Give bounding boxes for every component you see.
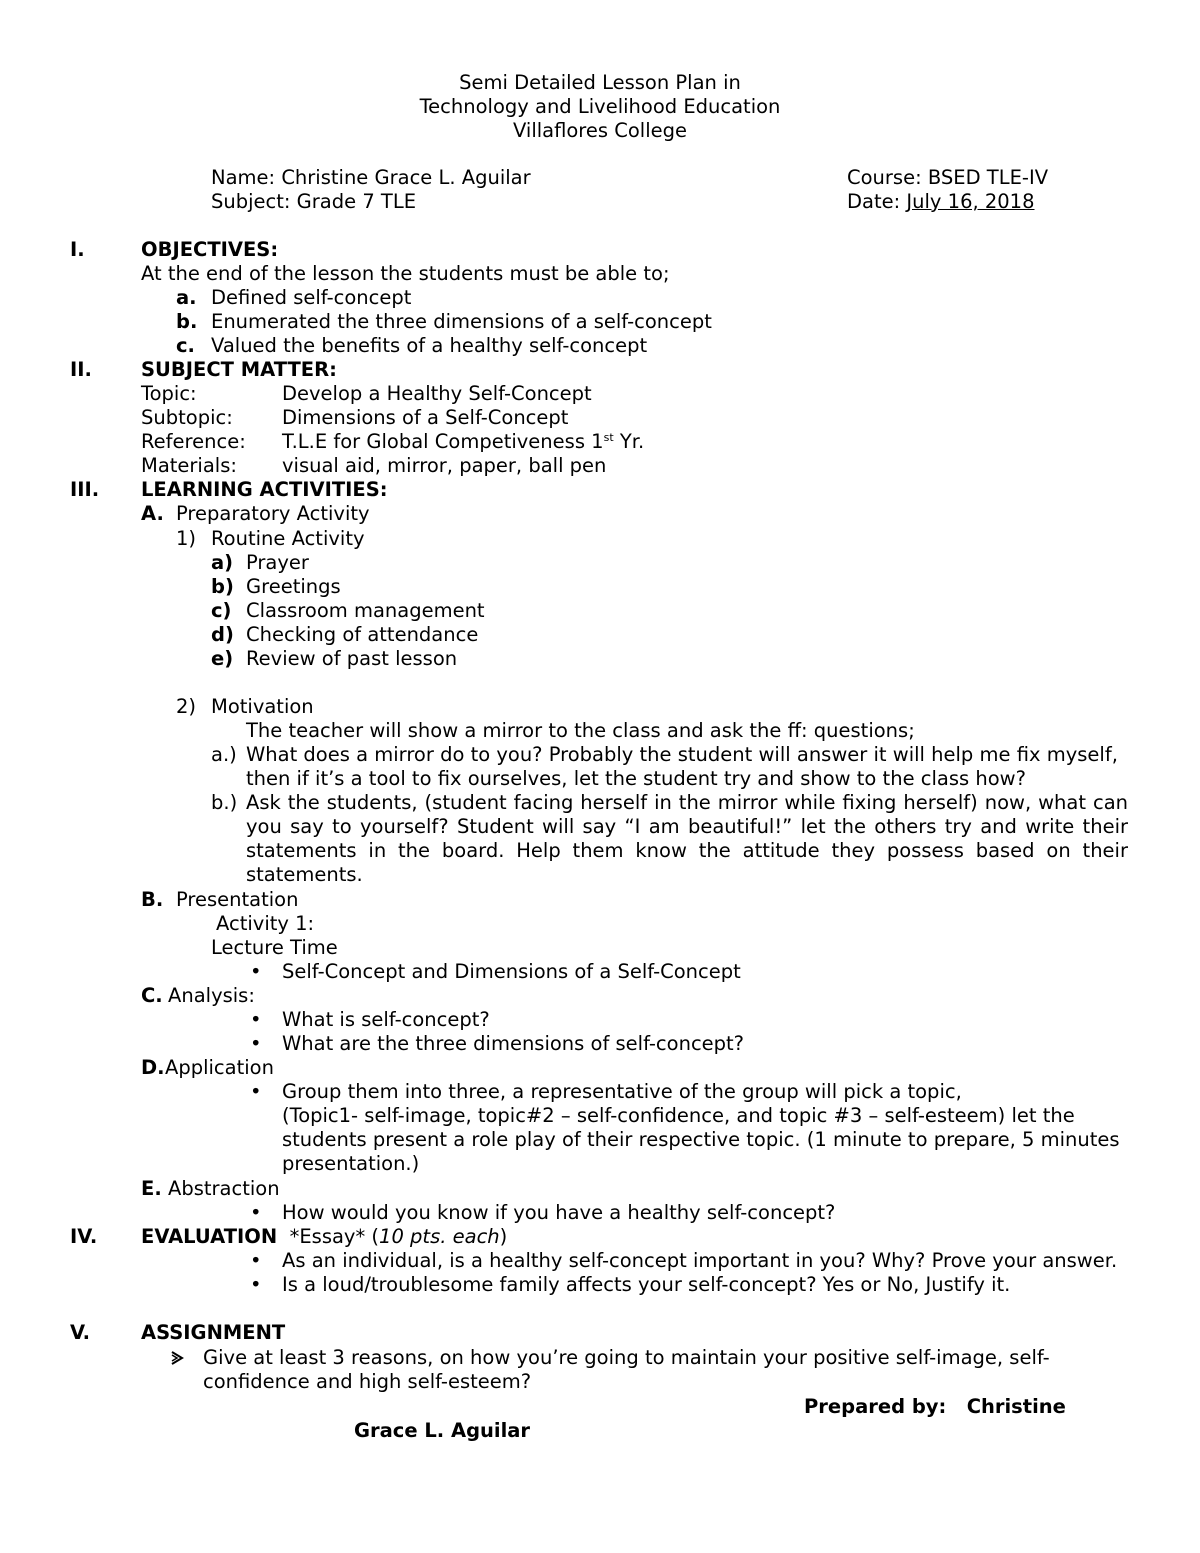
assignment-text: Give at least 3 reasons, on how you’re going to maintain your positive self-image, self- [203, 1346, 1050, 1369]
preparer-name: Grace L. Aguilar [354, 1419, 531, 1442]
materials-value: visual aid, mirror, paper, ball pen [282, 454, 607, 477]
topic-value: Develop a Healthy Self-Concept [282, 382, 592, 405]
list-marker: b.) [211, 791, 238, 814]
presentation-title: Presentation [176, 888, 299, 911]
course-field: Course: BSED TLE-IV [847, 166, 1049, 189]
list-marker: 2) [176, 695, 197, 718]
application-title: Application [165, 1056, 274, 1079]
bullet-icon: • [250, 1201, 262, 1224]
bullet-icon: • [250, 1249, 262, 1272]
question-text: What does a mirror do to you? Probably the student will answer it will help me fix myself, [246, 743, 1118, 766]
assignment-heading: ASSIGNMENT [141, 1321, 286, 1344]
section-numeral: IV. [70, 1225, 98, 1248]
list-marker: b) [211, 575, 234, 598]
subject-matter-heading: SUBJECT MATTER: [141, 358, 337, 381]
subject-value: Grade 7 TLE [296, 190, 417, 213]
document-subtitle: Technology and Livelihood Education [419, 95, 781, 118]
routine-item: Greetings [246, 575, 341, 598]
question-text: you say to yourself? Student will say “I am beautiful!” let the others try and write their [246, 815, 1128, 838]
list-marker: c. [176, 334, 195, 357]
bullet-text: How would you know if you have a healthy self-concept? [282, 1201, 836, 1224]
preparatory-activity-title: Preparatory Activity [176, 502, 370, 525]
list-marker: A. [141, 502, 164, 525]
topic-label: Topic: [141, 382, 197, 405]
course-value: BSED TLE-IV [927, 166, 1049, 189]
bullet-icon: • [250, 1080, 262, 1103]
assignment-text: confidence and high self-esteem? [203, 1370, 532, 1393]
bullet-icon: • [250, 1008, 262, 1031]
bullet-text: students present a role play of their respective topic. (1 minute to prepare, 5 minutes [282, 1128, 1120, 1151]
list-marker: a) [211, 551, 234, 574]
question-text: statements in the board. Help them know the attitude they possess based on their [246, 839, 1128, 862]
question-text: Ask the students, (student facing herself in the mirror while fixing herself) now, what can [246, 791, 1128, 814]
list-marker: E. [141, 1177, 162, 1200]
bullet-text: What is self-concept? [282, 1008, 490, 1031]
reference-value: T.L.E for Global Competiveness 1st Yr. [282, 430, 645, 453]
routine-item: Classroom management [246, 599, 485, 622]
bullet-text: Group them into three, a representative of the group will pick a topic, [282, 1080, 962, 1103]
objective-item: Enumerated the three dimensions of a self-concept [211, 310, 712, 333]
list-marker: 1) [176, 527, 197, 550]
lecture-label: Lecture Time [211, 936, 338, 959]
prepared-by: Prepared by: Christine [804, 1395, 1066, 1418]
objectives-heading: OBJECTIVES: [141, 238, 279, 261]
section-numeral: V. [70, 1321, 90, 1344]
subtopic-label: Subtopic: [141, 406, 233, 429]
objective-item: Valued the benefits of a healthy self-concept [211, 334, 648, 357]
list-marker: D. [141, 1056, 165, 1079]
list-marker: C. [141, 984, 163, 1007]
objectives-intro: At the end of the lesson the students must be able to; [141, 262, 670, 285]
name-value: Christine Grace L. Aguilar [281, 166, 531, 189]
section-numeral: I. [70, 238, 85, 261]
routine-item: Review of past lesson [246, 647, 458, 670]
list-marker: a.) [211, 743, 237, 766]
section-numeral: III. [70, 478, 100, 501]
list-marker: b. [176, 310, 198, 333]
question-text: then if it’s a tool to fix ourselves, let the student try and show to the class how? [246, 767, 1026, 790]
bullet-text: Self-Concept and Dimensions of a Self-Concept [282, 960, 741, 983]
materials-label: Materials: [141, 454, 237, 477]
school-name: Villaflores College [512, 119, 688, 142]
learning-activities-heading: LEARNING ACTIVITIES: [141, 478, 388, 501]
reference-label: Reference: [141, 430, 246, 453]
bullet-icon: • [250, 1273, 262, 1296]
analysis-title: Analysis: [168, 984, 255, 1007]
list-marker: B. [141, 888, 164, 911]
bullet-text: What are the three dimensions of self-concept? [282, 1032, 745, 1055]
bullet-text: (Topic1- self-image, topic#2 – self-confidence, and topic #3 – self-esteem) let the [282, 1104, 1075, 1127]
subject-field: Subject: Grade 7 TLE [211, 190, 417, 213]
routine-item: Checking of attendance [246, 623, 479, 646]
evaluation-heading: EVALUATION *Essay* (10 pts. each) [141, 1225, 508, 1248]
arrow-bullet-icon [170, 1347, 184, 1371]
list-marker: a. [176, 286, 197, 309]
routine-item: Prayer [246, 551, 309, 574]
section-numeral: II. [70, 358, 92, 381]
list-marker: d) [211, 623, 234, 646]
subtopic-value: Dimensions of a Self-Concept [282, 406, 569, 429]
bullet-text: As an individual, is a healthy self-concept important in you? Why? Prove your answer. [282, 1249, 1118, 1272]
routine-activity-title: Routine Activity [211, 527, 365, 550]
date-field: Date: July 16, 2018 [847, 190, 1035, 213]
name-field: Name: Christine Grace L. Aguilar [211, 166, 531, 189]
bullet-text: Is a loud/troublesome family affects your self-concept? Yes or No, Justify it. [282, 1273, 1011, 1296]
document-title: Semi Detailed Lesson Plan in [459, 71, 741, 94]
list-marker: c) [211, 599, 232, 622]
question-text: statements. [246, 863, 363, 886]
motivation-intro: The teacher will show a mirror to the class and ask the ff: questions; [246, 719, 915, 742]
bullet-icon: • [250, 1032, 262, 1055]
motivation-title: Motivation [211, 695, 314, 718]
list-marker: e) [211, 647, 234, 670]
date-value: July 16, 2018 [906, 190, 1035, 213]
objective-item: Defined self-concept [211, 286, 412, 309]
abstraction-title: Abstraction [168, 1177, 280, 1200]
bullet-icon: • [250, 960, 262, 983]
activity-label: Activity 1: [216, 912, 315, 935]
bullet-text: presentation.) [282, 1152, 420, 1175]
